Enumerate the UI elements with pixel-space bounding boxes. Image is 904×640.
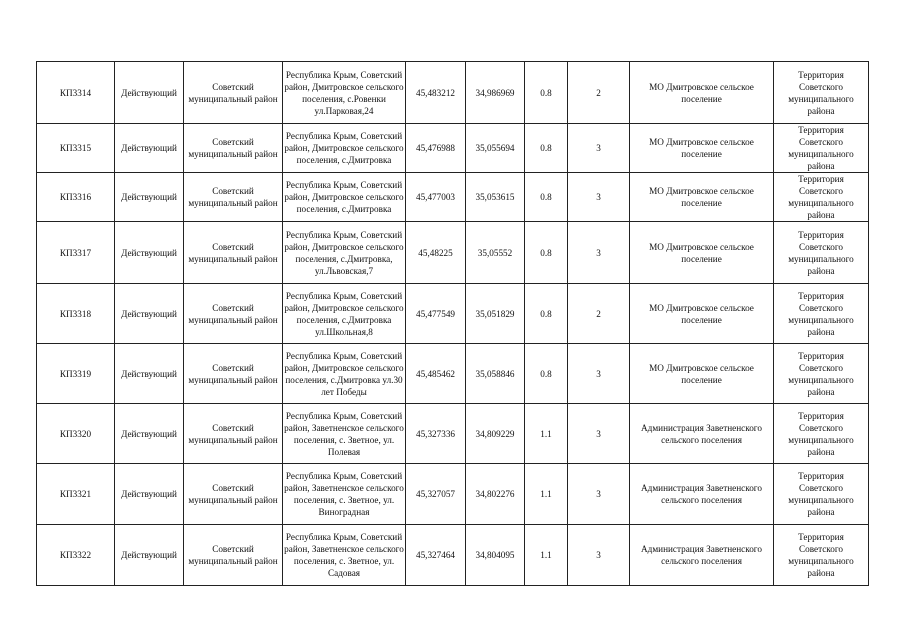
cell-area: 1.1 — [525, 404, 568, 464]
cell-address: Республика Крым, Советский район, Дмитровское сельского поселения, с.Дмитровка — [283, 124, 406, 173]
cell-longitude: 34,804095 — [466, 525, 525, 586]
cell-owner: МО Дмитровское сельское поселение — [630, 344, 774, 404]
collection-points-table — [36, 61, 869, 586]
cell-status: Действующий — [115, 525, 184, 586]
cell-latitude: 45,48225 — [406, 222, 466, 284]
cell-district: Советский муниципальный район — [184, 404, 283, 464]
cell-longitude: 35,051829 — [466, 284, 525, 344]
cell-owner: Администрация Заветненского сельского поселения — [630, 525, 774, 586]
cell-address: Республика Крым, Советский район, Заветненское сельского поселения, с. Зветное, ул. Виноградная — [283, 464, 406, 525]
table-body — [37, 62, 869, 586]
cell-territory: Территория Советского муниципального района — [774, 525, 869, 586]
cell-address: Республика Крым, Советский район, Дмитровское сельского поселения, с.Ровенки ул.Парковая,24 — [283, 62, 406, 124]
cell-district: Советский муниципальный район — [184, 525, 283, 586]
cell-district: Советский муниципальный район — [184, 222, 283, 284]
cell-code: КП3314 — [37, 62, 115, 124]
cell-territory: Территория Советского муниципального района — [774, 404, 869, 464]
cell-longitude: 35,05552 — [466, 222, 525, 284]
cell-status: Действующий — [115, 344, 184, 404]
cell-code: КП3320 — [37, 404, 115, 464]
table-row — [37, 124, 869, 173]
cell-count: 3 — [568, 404, 630, 464]
cell-territory: Территория Советского муниципального района — [774, 344, 869, 404]
cell-latitude: 45,327336 — [406, 404, 466, 464]
cell-territory: Территория Советского муниципального района — [774, 464, 869, 525]
cell-address: Республика Крым, Советский район, Дмитровское сельского поселения, с.Дмитровка, ул.Львовская,7 — [283, 222, 406, 284]
cell-area: 0.8 — [525, 222, 568, 284]
cell-count: 3 — [568, 173, 630, 222]
table-row — [37, 222, 869, 284]
cell-latitude: 45,327057 — [406, 464, 466, 525]
cell-area: 1.1 — [525, 525, 568, 586]
table-row — [37, 464, 869, 525]
cell-latitude: 45,483212 — [406, 62, 466, 124]
cell-status: Действующий — [115, 404, 184, 464]
cell-district: Советский муниципальный район — [184, 464, 283, 525]
cell-status: Действующий — [115, 173, 184, 222]
cell-area: 0.8 — [525, 124, 568, 173]
cell-district: Советский муниципальный район — [184, 124, 283, 173]
table-row — [37, 525, 869, 586]
cell-owner: МО Дмитровское сельское поселение — [630, 62, 774, 124]
cell-count: 3 — [568, 124, 630, 173]
cell-owner: Администрация Заветненского сельского поселения — [630, 464, 774, 525]
cell-longitude: 34,986969 — [466, 62, 525, 124]
cell-owner: МО Дмитровское сельское поселение — [630, 124, 774, 173]
cell-longitude: 35,053615 — [466, 173, 525, 222]
cell-code: КП3316 — [37, 173, 115, 222]
cell-count: 2 — [568, 62, 630, 124]
cell-code: КП3319 — [37, 344, 115, 404]
cell-longitude: 34,802276 — [466, 464, 525, 525]
cell-address: Республика Крым, Советский район, Заветненское сельского поселения, с. Зветное, ул. Полевая — [283, 404, 406, 464]
cell-district: Советский муниципальный район — [184, 284, 283, 344]
cell-code: КП3321 — [37, 464, 115, 525]
cell-territory: Территория Советского муниципального района — [774, 62, 869, 124]
cell-territory: Территория Советского муниципального района — [774, 173, 869, 222]
cell-area: 0.8 — [525, 62, 568, 124]
cell-address: Республика Крым, Советский район, Заветненское сельского поселения, с. Зветное, ул. Садовая — [283, 525, 406, 586]
cell-status: Действующий — [115, 284, 184, 344]
cell-area: 1.1 — [525, 464, 568, 525]
cell-area: 0.8 — [525, 173, 568, 222]
cell-territory: Территория Советского муниципального района — [774, 124, 869, 173]
cell-code: КП3315 — [37, 124, 115, 173]
table-row — [37, 173, 869, 222]
cell-owner: МО Дмитровское сельское поселение — [630, 222, 774, 284]
cell-address: Республика Крым, Советский район, Дмитровское сельского поселения, с.Дмитровка ул.30 лет Победы — [283, 344, 406, 404]
cell-code: КП3317 — [37, 222, 115, 284]
table-row — [37, 284, 869, 344]
cell-code: КП3322 — [37, 525, 115, 586]
cell-count: 3 — [568, 525, 630, 586]
cell-territory: Территория Советского муниципального района — [774, 222, 869, 284]
cell-latitude: 45,477003 — [406, 173, 466, 222]
cell-longitude: 34,809229 — [466, 404, 525, 464]
cell-count: 3 — [568, 222, 630, 284]
cell-district: Советский муниципальный район — [184, 344, 283, 404]
cell-latitude: 45,477549 — [406, 284, 466, 344]
cell-count: 3 — [568, 464, 630, 525]
cell-status: Действующий — [115, 222, 184, 284]
cell-count: 2 — [568, 284, 630, 344]
cell-longitude: 35,055694 — [466, 124, 525, 173]
cell-count: 3 — [568, 344, 630, 404]
cell-address: Республика Крым, Советский район, Дмитровское сельского поселения, с.Дмитровка ул.Школьная,8 — [283, 284, 406, 344]
cell-owner: МО Дмитровское сельское поселение — [630, 284, 774, 344]
cell-status: Действующий — [115, 464, 184, 525]
cell-area: 0.8 — [525, 284, 568, 344]
table-row — [37, 404, 869, 464]
cell-status: Действующий — [115, 124, 184, 173]
table-row — [37, 344, 869, 404]
cell-latitude: 45,485462 — [406, 344, 466, 404]
cell-area: 0.8 — [525, 344, 568, 404]
cell-owner: Администрация Заветненского сельского поселения — [630, 404, 774, 464]
cell-address: Республика Крым, Советский район, Дмитровское сельского поселения, с.Дмитровка — [283, 173, 406, 222]
cell-territory: Территория Советского муниципального района — [774, 284, 869, 344]
cell-district: Советский муниципальный район — [184, 173, 283, 222]
cell-latitude: 45,327464 — [406, 525, 466, 586]
cell-district: Советский муниципальный район — [184, 62, 283, 124]
cell-status: Действующий — [115, 62, 184, 124]
cell-longitude: 35,058846 — [466, 344, 525, 404]
cell-latitude: 45,476988 — [406, 124, 466, 173]
table-row — [37, 62, 869, 124]
cell-code: КП3318 — [37, 284, 115, 344]
cell-owner: МО Дмитровское сельское поселение — [630, 173, 774, 222]
